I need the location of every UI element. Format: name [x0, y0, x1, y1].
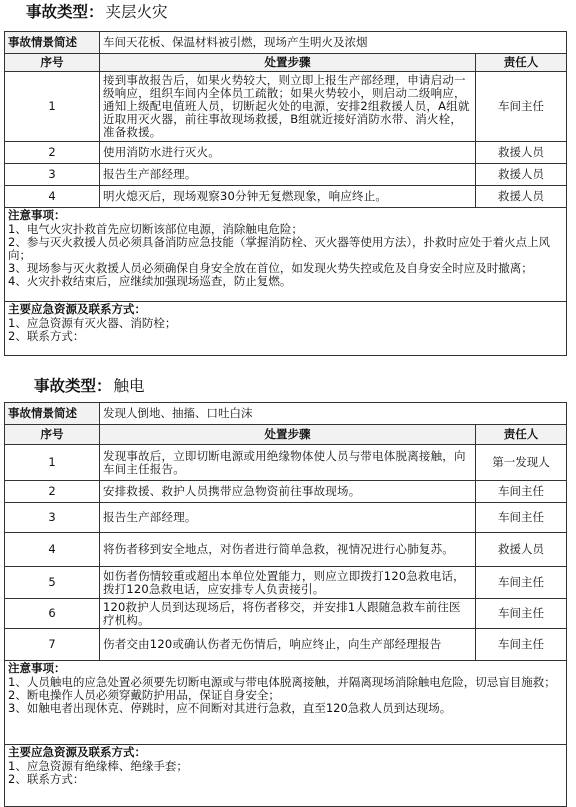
- step-owner: 救援人员: [476, 164, 567, 186]
- step-no: 7: [5, 629, 100, 661]
- step-text: 安排救援、救护人员携带应急物资前往事故现场。: [100, 481, 476, 503]
- step-text: 明火熄灭后，现场观察30分钟无复燃现象，响应终止。: [100, 186, 476, 208]
- table-row: [5, 186, 567, 208]
- fire-response-table: [4, 31, 567, 356]
- step-owner: 救援人员: [476, 142, 567, 164]
- step-text: 接到事故报告后，如果火势较大，则立即上报生产部经理，申请启动一级响应，组织车间内全体员工疏散；如果火势较小，则启动二级响应，通知上级配电值班人员，切断起火处的电源，安排2组救援人员，A组就近取用灭火器，前往事故现场救援，B组就近接好消防水带、消火栓，准备救援。: [100, 72, 476, 142]
- resources-row: [5, 745, 567, 807]
- step-text: 将伤者移到安全地点，对伤者进行简单急救，视情况进行心肺复苏。: [100, 533, 476, 567]
- step-text: 使用消防水进行灭火。: [100, 142, 476, 164]
- step-owner: 车间主任: [476, 629, 567, 661]
- step-owner: 车间主任: [476, 481, 567, 503]
- electric-shock-response-table: [4, 402, 567, 807]
- step-no: 3: [5, 503, 100, 533]
- accident-type-label: 事故类型：: [26, 3, 104, 21]
- header-steps: 处置步骤: [100, 54, 476, 72]
- table-row: [5, 142, 567, 164]
- section-title-fire: [26, 2, 168, 22]
- step-owner: 车间主任: [476, 599, 567, 629]
- notes-title: 注意事项：: [8, 208, 66, 222]
- header-owner: 责任人: [476, 54, 567, 72]
- accident-type-value: 夹层火灾: [105, 3, 168, 21]
- table-row: [5, 629, 567, 661]
- step-owner: 车间主任: [476, 503, 567, 533]
- table-row: [5, 503, 567, 533]
- scenario-row: [5, 32, 567, 54]
- accident-type-label: 事故类型：: [34, 377, 112, 395]
- header-no: 序号: [5, 425, 100, 445]
- step-no: 2: [5, 481, 100, 503]
- step-no: 4: [5, 186, 100, 208]
- step-no: 6: [5, 599, 100, 629]
- note-line: 2、断电操作人员必须穿戴防护用品，保证自身安全；: [8, 688, 280, 702]
- step-owner: 第一发现人: [476, 445, 567, 481]
- note-line: 1、电气火灾扑救首先应切断该部位电源，消除触电危险；: [8, 222, 303, 236]
- scenario-value: 发现人倒地、抽搐、口吐白沫: [100, 403, 567, 425]
- table-row: [5, 599, 567, 629]
- step-text: 报告生产部经理。: [100, 164, 476, 186]
- table-row: [5, 445, 567, 481]
- notes-row: [5, 661, 567, 745]
- note-line: 3、如触电者出现休克、停跳时，应不间断对其进行急救，直至120急救人员到达现场。: [8, 701, 452, 715]
- notes-title: 注意事项：: [8, 661, 66, 675]
- table-row: [5, 72, 567, 142]
- scenario-label: 事故情景简述: [5, 403, 100, 425]
- step-text: 120救护人员到达现场后，将伤者移交，并安排1人跟随急救车前往医疗机构。: [100, 599, 476, 629]
- step-no: 1: [5, 445, 100, 481]
- notes-block: [5, 661, 567, 745]
- notes-row: [5, 208, 567, 302]
- header-steps: 处置步骤: [100, 425, 476, 445]
- note-line: 2、参与灭火救援人员必须具备消防应急技能（掌握消防栓、灭火器等使用方法），扑救时应处于着火点上风向；: [8, 235, 551, 262]
- header-owner: 责任人: [476, 425, 567, 445]
- resources-title: 主要应急资源及联系方式：: [8, 302, 146, 316]
- scenario-label: 事故情景简述: [5, 32, 100, 54]
- resource-line: 1、应急资源有灭火器、消防栓；: [8, 316, 177, 330]
- resources-row: [5, 302, 567, 356]
- step-text: 报告生产部经理。: [100, 503, 476, 533]
- step-text: 如伤者伤情较重或超出本单位处置能力，则应立即拨打120急救电话，拨打120急救电话，应安排专人负责接引。: [100, 567, 476, 599]
- resource-line: 1、应急资源有绝缘棒、绝缘手套；: [8, 759, 188, 773]
- step-no: 2: [5, 142, 100, 164]
- note-line: 4、火灾扑救结束后，应继续加强现场巡查，防止复燃。: [8, 274, 292, 288]
- step-owner: 救援人员: [476, 186, 567, 208]
- step-owner: 救援人员: [476, 533, 567, 567]
- resource-line: 2、联系方式：: [8, 772, 85, 786]
- accident-type-value: 触电: [113, 377, 145, 395]
- notes-block: [5, 208, 567, 302]
- step-text: 发现事故后，立即切断电源或用绝缘物体使人员与带电体脱离接触，向车间主任报告。: [100, 445, 476, 481]
- step-no: 1: [5, 72, 100, 142]
- note-line: 3、现场参与灭火救援人员必须确保自身安全放在首位，如发现火势失控或危及自身安全时应及时撤离；: [8, 261, 533, 275]
- scenario-row: [5, 403, 567, 425]
- step-no: 4: [5, 533, 100, 567]
- resources-block: [5, 302, 567, 356]
- resource-line: 2、联系方式：: [8, 329, 85, 343]
- table-header-row: [5, 54, 567, 72]
- resources-title: 主要应急资源及联系方式：: [8, 745, 146, 759]
- header-no: 序号: [5, 54, 100, 72]
- table-row: [5, 567, 567, 599]
- section-title-electric-shock: [34, 376, 145, 396]
- step-text: 伤者交由120或确认伤者无伤情后，响应终止，向生产部经理报告: [100, 629, 476, 661]
- step-owner: 车间主任: [476, 567, 567, 599]
- step-no: 5: [5, 567, 100, 599]
- step-no: 3: [5, 164, 100, 186]
- table-header-row: [5, 425, 567, 445]
- table-row: [5, 164, 567, 186]
- note-line: 1、人员触电的应急处置必须要先切断电源或与带电体脱离接触，并隔离现场消除触电危险，切忌盲目施救；: [8, 675, 556, 689]
- step-owner: 车间主任: [476, 72, 567, 142]
- scenario-value: 车间天花板、保温材料被引燃，现场产生明火及浓烟: [100, 32, 567, 54]
- table-row: [5, 481, 567, 503]
- resources-block: [5, 745, 567, 807]
- table-row: [5, 533, 567, 567]
